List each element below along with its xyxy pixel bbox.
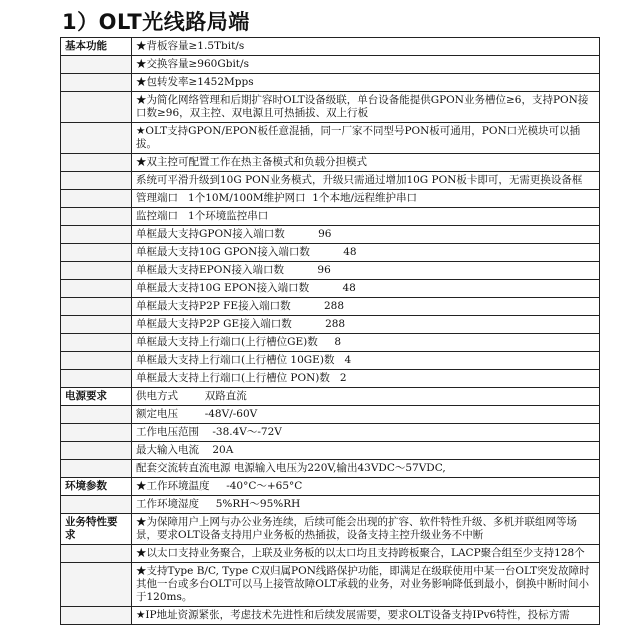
spec-table-body xyxy=(61,38,600,625)
category-cell xyxy=(61,442,132,460)
spec-value-cell: 工作电压范围 -38.4V～-72V xyxy=(132,424,600,442)
table-row xyxy=(61,74,600,92)
table-row xyxy=(61,244,600,262)
category-cell: 环境参数 xyxy=(61,478,132,496)
category-cell: 业务特性要求 xyxy=(61,514,132,545)
table-row xyxy=(61,208,600,226)
category-cell xyxy=(61,460,132,478)
category-cell xyxy=(61,334,132,352)
category-cell xyxy=(61,244,132,262)
spec-value-cell: ★为保障用户上网与办公业务连续，后续可能会出现的扩容、软件特性升级、多机并联组网等场景，要求OLT设备支持用户业务板的热插拔，设备支持主控升级业务不中断 xyxy=(132,514,600,545)
spec-value-cell: 单框最大支持上行端口(上行槽位 10GE)数 4 xyxy=(132,352,600,370)
category-cell xyxy=(61,496,132,514)
spec-table xyxy=(60,37,600,625)
category-cell xyxy=(61,298,132,316)
spec-value-cell: ★IP地址资源紧张，考虑技术先进性和后续发展需要，要求OLT设备支持IPv6特性，投标方需 xyxy=(132,607,600,625)
spec-value-cell: ★OLT支持GPON/EPON板任意混插，同一厂家不同型号PON板可通用，PON口光模块可以插拔。 xyxy=(132,123,600,154)
spec-value-cell: 监控端口 1个环境监控串口 xyxy=(132,208,600,226)
table-row xyxy=(61,478,600,496)
category-cell xyxy=(61,56,132,74)
spec-value-cell: 单框最大支持10G GPON接入端口数 48 xyxy=(132,244,600,262)
table-row xyxy=(61,172,600,190)
table-row xyxy=(61,154,600,172)
page-title: 1）OLT光线路局端 xyxy=(62,10,250,34)
category-cell xyxy=(61,154,132,172)
spec-value-cell: 配套交流转直流电源 电源输入电压为220V,输出43VDC～57VDC, xyxy=(132,460,600,478)
table-row xyxy=(61,424,600,442)
category-cell xyxy=(61,74,132,92)
table-row xyxy=(61,123,600,154)
spec-value-cell: 工作环境湿度 5%RH～95%RH xyxy=(132,496,600,514)
table-row xyxy=(61,334,600,352)
spec-value-cell: ★背板容量≥1.5Tbit/s xyxy=(132,38,600,56)
table-row xyxy=(61,514,600,545)
spec-value-cell: 额定电压 -48V/-60V xyxy=(132,406,600,424)
spec-value-cell: ★双主控可配置工作在热主备模式和负载分担模式 xyxy=(132,154,600,172)
category-cell xyxy=(61,424,132,442)
category-cell xyxy=(61,545,132,563)
spec-value-cell: 最大输入电流 20A xyxy=(132,442,600,460)
spec-value-cell: ★支持Type B/C, Type C双归属PON线路保护功能，即满足在级联使用中某一台OLT突发故障时其他一台或多台OLT可以马上接管故障OLT承载的业务，对业务影响降低到最小，倒换中断时间小于120ms。 xyxy=(132,563,600,607)
category-cell xyxy=(61,172,132,190)
table-row xyxy=(61,442,600,460)
spec-value-cell: 单框最大支持P2P GE接入端口数 288 xyxy=(132,316,600,334)
table-row xyxy=(61,545,600,563)
category-cell xyxy=(61,370,132,388)
table-row xyxy=(61,280,600,298)
category-cell xyxy=(61,352,132,370)
table-row xyxy=(61,190,600,208)
spec-value-cell: 单框最大支持10G EPON接入端口数 48 xyxy=(132,280,600,298)
spec-value-cell: ★以太口支持业务聚合，上联及业务板的以太口均且支持跨板聚合，LACP聚合组至少支持128个 xyxy=(132,545,600,563)
table-row xyxy=(61,388,600,406)
category-cell xyxy=(61,280,132,298)
spec-value-cell: 单框最大支持上行端口(上行槽位GE)数 8 xyxy=(132,334,600,352)
category-cell xyxy=(61,316,132,334)
spec-value-cell: 单框最大支持上行端口(上行槽位 PON)数 2 xyxy=(132,370,600,388)
spec-value-cell: ★包转发率≥1452Mpps xyxy=(132,74,600,92)
table-row xyxy=(61,406,600,424)
category-cell xyxy=(61,226,132,244)
spec-value-cell: ★交换容量≥960Gbit/s xyxy=(132,56,600,74)
spec-value-cell: 系统可平滑升级到10G PON业务模式，升级只需通过增加10G PON板卡即可，无需更换设备框 xyxy=(132,172,600,190)
table-row xyxy=(61,226,600,244)
category-cell xyxy=(61,92,132,123)
table-row xyxy=(61,370,600,388)
table-row xyxy=(61,56,600,74)
category-cell xyxy=(61,208,132,226)
spec-value-cell: 单框最大支持P2P FE接入端口数 288 xyxy=(132,298,600,316)
spec-value-cell: 供电方式 双路直流 xyxy=(132,388,600,406)
table-row xyxy=(61,352,600,370)
table-row xyxy=(61,460,600,478)
spec-value-cell: 管理端口 1个10M/100M维护网口 1个本地/远程维护串口 xyxy=(132,190,600,208)
table-row xyxy=(61,316,600,334)
category-cell xyxy=(61,190,132,208)
category-cell: 电源要求 xyxy=(61,388,132,406)
table-row xyxy=(61,298,600,316)
table-row xyxy=(61,38,600,56)
table-row xyxy=(61,607,600,625)
category-cell xyxy=(61,123,132,154)
spec-value-cell: 单框最大支持GPON接入端口数 96 xyxy=(132,226,600,244)
table-row xyxy=(61,92,600,123)
spec-value-cell: ★工作环境温度 -40°C～+65°C xyxy=(132,478,600,496)
spec-value-cell: 单框最大支持EPON接入端口数 96 xyxy=(132,262,600,280)
table-row xyxy=(61,563,600,607)
table-row xyxy=(61,496,600,514)
category-cell xyxy=(61,406,132,424)
category-cell xyxy=(61,607,132,625)
spec-value-cell: ★为简化网络管理和后期扩容时OLT设备级联，单台设备能提供GPON业务槽位≥6，支持PON接口数≥96，双主控、双电源且可热插拔、双上行板 xyxy=(132,92,600,123)
category-cell xyxy=(61,262,132,280)
table-row xyxy=(61,262,600,280)
category-cell: 基本功能 xyxy=(61,38,132,56)
category-cell xyxy=(61,563,132,607)
